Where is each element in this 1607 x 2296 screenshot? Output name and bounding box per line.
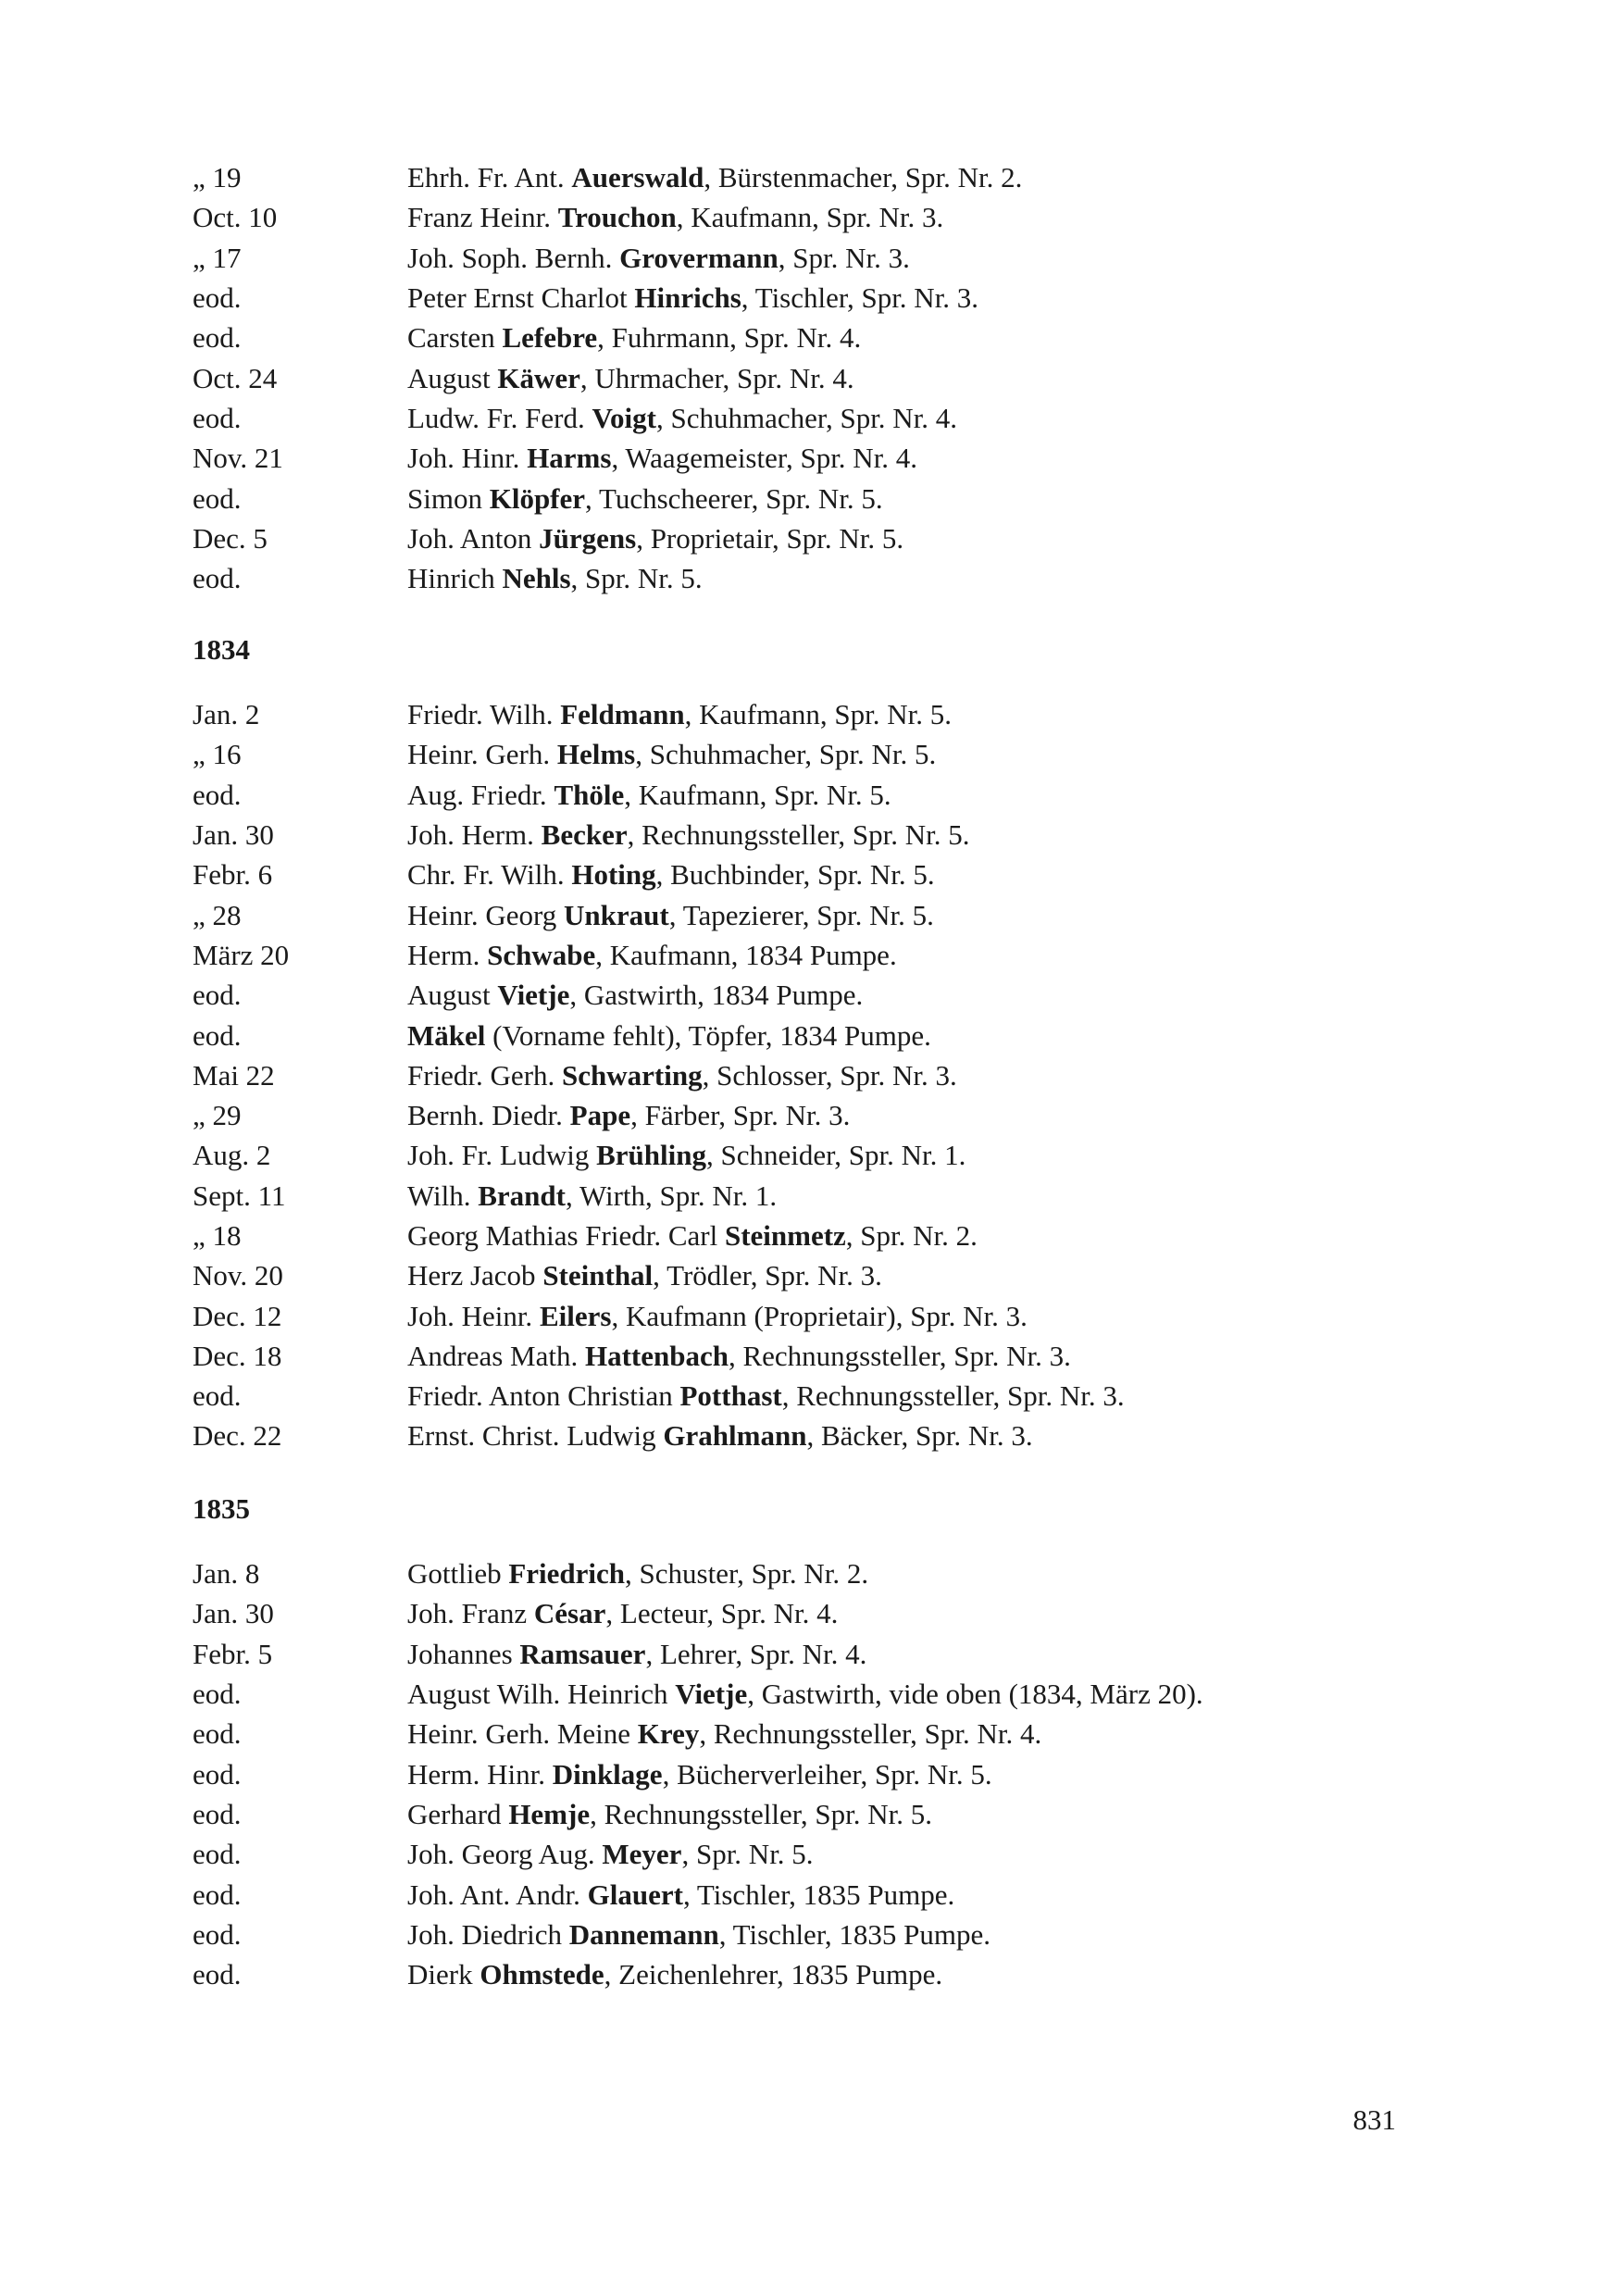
entry-row — [193, 1216, 1489, 1255]
given-names: Ernst. Christ. Ludwig — [407, 1419, 664, 1453]
given-names: Joh. Ant. Andr. — [407, 1878, 588, 1911]
surname: Nehls — [502, 562, 571, 595]
surname: Lefebre — [502, 321, 598, 355]
surname: Brandt — [478, 1179, 566, 1212]
entry-text — [407, 1216, 1489, 1255]
surname: Potthast — [679, 1379, 782, 1413]
surname: Hinrichs — [634, 281, 741, 315]
surname: Pape — [569, 1099, 631, 1132]
section-1834 — [193, 630, 1489, 1456]
entry-date: Jan. 2 — [193, 698, 260, 731]
entry-text — [407, 358, 1489, 398]
entry-text — [407, 1095, 1489, 1135]
entry-details: , Spr. Nr. 5. — [570, 562, 703, 595]
surname: Dannemann — [568, 1917, 719, 1951]
entry-row — [193, 438, 1489, 478]
entry-row — [193, 1834, 1489, 1874]
entry-row — [193, 518, 1489, 558]
entry-date: eod. — [193, 481, 242, 515]
entry-text — [407, 1255, 1489, 1295]
entry-date: „ 28 — [193, 898, 242, 931]
entry-details: , Rechnungssteller, Spr. Nr. 3. — [728, 1339, 1071, 1372]
entry-details: , Bäcker, Spr. Nr. 3. — [806, 1419, 1033, 1453]
entry-details: (Vorname fehlt), Töpfer, 1834 Pumpe. — [485, 1018, 931, 1052]
given-names: Heinr. Georg — [407, 898, 565, 931]
entry-text — [407, 1875, 1489, 1915]
entry-text — [407, 935, 1489, 975]
entry-text — [407, 1834, 1489, 1874]
given-names: Joh. Fr. Ludwig — [407, 1139, 597, 1172]
entry-details: , Uhrmacher, Spr. Nr. 4. — [579, 361, 854, 394]
entry-text — [407, 1416, 1489, 1455]
entry-date: Nov. 21 — [193, 442, 283, 475]
entry-row — [193, 975, 1489, 1015]
entry-row — [193, 1874, 1489, 1914]
surname: Krey — [637, 1717, 700, 1751]
surname: Steinmetz — [724, 1219, 846, 1252]
section-1835 — [193, 1489, 1489, 1994]
entry-row — [193, 478, 1489, 518]
given-names: Friedr. Anton Christian — [407, 1379, 680, 1413]
entry-date: eod. — [193, 1018, 242, 1052]
entry-text — [407, 1336, 1489, 1376]
given-names: Wilh. — [407, 1179, 479, 1212]
section-1833-continued — [193, 157, 1489, 598]
entry-details: , Schuster, Spr. Nr. 2. — [625, 1557, 869, 1591]
entry-date: „ 18 — [193, 1219, 242, 1252]
entry-date: Jan. 8 — [193, 1557, 260, 1591]
entry-details: , Waagemeister, Spr. Nr. 4. — [611, 442, 918, 475]
given-names: Joh. Franz — [407, 1597, 534, 1630]
entry-row — [193, 815, 1489, 855]
entry-details: , Buchbinder, Spr. Nr. 5. — [655, 858, 935, 892]
surname: Mäkel — [407, 1018, 486, 1052]
entry-text — [407, 558, 1489, 598]
entry-details: , Bücherverleiher, Spr. Nr. 5. — [662, 1757, 992, 1791]
surname: Schwabe — [487, 938, 596, 971]
entry-details: , Schneider, Spr. Nr. 1. — [706, 1139, 966, 1172]
entry-details: , Bürstenmacher, Spr. Nr. 2. — [704, 161, 1023, 194]
entry-details: , Schuhmacher, Spr. Nr. 5. — [635, 738, 937, 771]
entry-text — [407, 278, 1489, 318]
given-names: Herm. — [407, 938, 488, 971]
entry-row — [193, 734, 1489, 774]
entry-text — [407, 238, 1489, 278]
given-names: Joh. Herm. — [407, 818, 542, 852]
entry-row — [193, 1714, 1489, 1753]
entry-text — [407, 975, 1489, 1015]
entry-text — [407, 775, 1489, 815]
entry-date: „ 19 — [193, 161, 242, 194]
given-names: Joh. Georg Aug. — [407, 1838, 603, 1871]
entry-text — [407, 1135, 1489, 1175]
given-names: Joh. Hinr. — [407, 442, 528, 475]
entry-text — [407, 1055, 1489, 1095]
entry-row — [193, 1255, 1489, 1295]
surname: Friedrich — [508, 1557, 626, 1591]
entry-details: , Tuchscheerer, Spr. Nr. 5. — [585, 481, 883, 515]
given-names: Franz Heinr. — [407, 201, 558, 234]
given-names: Andreas Math. — [407, 1339, 585, 1372]
given-names: Friedr. Gerh. — [407, 1058, 563, 1092]
surname: Unkraut — [564, 898, 669, 931]
entry-row — [193, 1753, 1489, 1793]
surname: Meyer — [602, 1838, 682, 1871]
surname: Thöle — [554, 778, 625, 811]
entry-details: , Tapezierer, Spr. Nr. 5. — [668, 898, 934, 931]
given-names: Joh. Anton — [407, 521, 540, 555]
surname: Brühling — [596, 1139, 706, 1172]
entry-row — [193, 1634, 1489, 1674]
entry-row — [193, 1376, 1489, 1416]
entry-date: „ 17 — [193, 241, 242, 274]
given-names: Aug. Friedr. — [407, 778, 554, 811]
given-names: August — [407, 979, 498, 1012]
entry-row — [193, 1915, 1489, 1954]
entry-details: , Tischler, 1835 Pumpe. — [718, 1917, 991, 1951]
entry-date: eod. — [193, 321, 242, 355]
given-names: August Wilh. Heinrich — [407, 1678, 676, 1711]
entry-date: Aug. 2 — [193, 1139, 271, 1172]
entry-text — [407, 1915, 1489, 1954]
surname: Vietje — [675, 1678, 748, 1711]
entry-details: , Proprietair, Spr. Nr. 5. — [636, 521, 904, 555]
entry-details: , Fuhrmann, Spr. Nr. 4. — [597, 321, 862, 355]
entry-row — [193, 1794, 1489, 1834]
entry-date: Nov. 20 — [193, 1259, 283, 1292]
entry-date: eod. — [193, 1717, 242, 1751]
entry-details: , Spr. Nr. 5. — [681, 1838, 814, 1871]
entry-row — [193, 157, 1489, 197]
entry-row — [193, 197, 1489, 237]
entry-row — [193, 1015, 1489, 1054]
entry-text — [407, 895, 1489, 935]
entry-text — [407, 1634, 1489, 1674]
entry-details: , Kaufmann, Spr. Nr. 5. — [624, 778, 891, 811]
entry-text — [407, 815, 1489, 855]
given-names: Gerhard — [407, 1797, 509, 1830]
entry-details: , Kaufmann, Spr. Nr. 3. — [676, 201, 944, 234]
entry-date: eod. — [193, 401, 242, 434]
entry-row — [193, 318, 1489, 357]
entry-date: Febr. 5 — [193, 1637, 273, 1670]
entry-details: , Lecteur, Spr. Nr. 4. — [605, 1597, 839, 1630]
entry-text — [407, 197, 1489, 237]
entry-row — [193, 1176, 1489, 1216]
entry-date: Dec. 18 — [193, 1339, 282, 1372]
entry-text — [407, 1754, 1489, 1794]
entry-details: , Gastwirth, vide oben (1834, März 20). — [747, 1678, 1203, 1711]
entry-row — [193, 1593, 1489, 1633]
entry-date: Dec. 5 — [193, 521, 268, 555]
entry-row — [193, 1135, 1489, 1175]
surname: Hemje — [508, 1797, 591, 1830]
entry-text — [407, 318, 1489, 357]
entry-text — [407, 1954, 1489, 1994]
given-names: Joh. Diedrich — [407, 1917, 569, 1951]
entry-row — [193, 894, 1489, 934]
surname: Grovermann — [619, 241, 779, 274]
surname: Feldmann — [560, 698, 685, 731]
surname: Trouchon — [557, 201, 677, 234]
entry-date: Febr. 6 — [193, 858, 273, 892]
entry-text — [407, 734, 1489, 774]
given-names: Dierk — [407, 1958, 480, 1991]
surname: Schwarting — [562, 1058, 703, 1092]
entry-details: , Färber, Spr. Nr. 3. — [630, 1099, 851, 1132]
entry-text — [407, 1593, 1489, 1633]
surname: Helms — [556, 738, 636, 771]
entry-text — [407, 1794, 1489, 1834]
entry-row — [193, 1416, 1489, 1455]
entry-text — [407, 694, 1489, 734]
surname: Hattenbach — [584, 1339, 729, 1372]
entry-text — [407, 1296, 1489, 1336]
entry-date: Dec. 12 — [193, 1299, 282, 1332]
surname: Auerswald — [571, 161, 704, 194]
given-names: Joh. Heinr. — [407, 1299, 540, 1332]
surname: Glauert — [587, 1878, 683, 1911]
entry-details: , Zeichenlehrer, 1835 Pumpe. — [604, 1958, 943, 1991]
entry-details: , Spr. Nr. 3. — [778, 241, 910, 274]
entry-date: eod. — [193, 1379, 242, 1413]
entry-row — [193, 278, 1489, 318]
surname: Steinthal — [542, 1259, 654, 1292]
year-heading: 1835 — [193, 1492, 250, 1525]
page-number: 831 — [1352, 2103, 1396, 2136]
entry-row — [193, 775, 1489, 815]
entry-row — [193, 855, 1489, 894]
entry-details: , Lehrer, Spr. Nr. 4. — [645, 1637, 867, 1670]
entry-date: eod. — [193, 1797, 242, 1830]
entry-row — [193, 694, 1489, 734]
surname: Jürgens — [539, 521, 637, 555]
entry-row — [193, 1336, 1489, 1376]
surname: Grahlmann — [663, 1419, 807, 1453]
given-names: Ehrh. Fr. Ant. — [407, 161, 572, 194]
given-names: Friedr. Wilh. — [407, 698, 561, 731]
given-names: Simon — [407, 481, 490, 515]
entry-date: „ 16 — [193, 738, 242, 771]
entry-text — [407, 1376, 1489, 1416]
entry-date: Oct. 10 — [193, 201, 278, 234]
given-names: Hinrich — [407, 562, 503, 595]
entry-row — [193, 1055, 1489, 1095]
entry-date: März 20 — [193, 938, 290, 971]
given-names: Carsten — [407, 321, 503, 355]
entry-date: eod. — [193, 1757, 242, 1791]
surname: Voigt — [592, 401, 656, 434]
entry-row — [193, 935, 1489, 975]
entry-details: , Schlosser, Spr. Nr. 3. — [702, 1058, 957, 1092]
given-names: Heinr. Gerh. Meine — [407, 1717, 638, 1751]
entry-date: eod. — [193, 778, 242, 811]
entry-row — [193, 558, 1489, 598]
entry-date: Mai 22 — [193, 1058, 275, 1092]
entry-date: Oct. 24 — [193, 361, 278, 394]
entry-row — [193, 1295, 1489, 1335]
entry-row — [193, 1954, 1489, 1994]
entry-details: , Rechnungssteller, Spr. Nr. 3. — [781, 1379, 1125, 1413]
entry-details: , Kaufmann, 1834 Pumpe. — [595, 938, 897, 971]
given-names: Ludw. Fr. Ferd. — [407, 401, 592, 434]
year-heading: 1834 — [193, 633, 250, 666]
given-names: Heinr. Gerh. — [407, 738, 557, 771]
given-names: Joh. Soph. Bernh. — [407, 241, 620, 274]
entry-details: , Trödler, Spr. Nr. 3. — [653, 1259, 882, 1292]
surname: Harms — [527, 442, 612, 475]
entry-text — [407, 855, 1489, 894]
entry-text — [407, 518, 1489, 558]
entry-text — [407, 479, 1489, 518]
entry-details: , Wirth, Spr. Nr. 1. — [566, 1179, 778, 1212]
entry-details: , Kaufmann (Proprietair), Spr. Nr. 3. — [611, 1299, 1028, 1332]
given-names: Johannes — [407, 1637, 520, 1670]
given-names: Peter Ernst Charlot — [407, 281, 635, 315]
entry-date: Dec. 22 — [193, 1419, 282, 1453]
entry-date: Sept. 11 — [193, 1179, 286, 1212]
entry-details: , Rechnungssteller, Spr. Nr. 4. — [699, 1717, 1042, 1751]
given-names: August — [407, 361, 498, 394]
entry-text — [407, 157, 1489, 197]
entry-date: eod. — [193, 979, 242, 1012]
entry-text — [407, 1674, 1489, 1714]
entry-date: eod. — [193, 1878, 242, 1911]
entry-row — [193, 238, 1489, 278]
entry-text — [407, 1176, 1489, 1216]
given-names: Georg Mathias Friedr. Carl — [407, 1219, 725, 1252]
given-names: Herm. Hinr. — [407, 1757, 553, 1791]
entry-details: , Tischler, 1835 Pumpe. — [682, 1878, 955, 1911]
entry-date: Jan. 30 — [193, 818, 274, 852]
surname: Ohmstede — [480, 1958, 604, 1991]
entry-text — [407, 398, 1489, 438]
entry-details: , Rechnungssteller, Spr. Nr. 5. — [590, 1797, 932, 1830]
entry-row — [193, 1674, 1489, 1714]
surname: Hoting — [571, 858, 656, 892]
surname: Becker — [541, 818, 628, 852]
entry-date: eod. — [193, 281, 242, 315]
surname: Ramsauer — [519, 1637, 646, 1670]
surname: Dinklage — [552, 1757, 663, 1791]
entry-text — [407, 1554, 1489, 1593]
surname: Vietje — [497, 979, 570, 1012]
entry-text — [407, 1714, 1489, 1753]
entry-details: , Gastwirth, 1834 Pumpe. — [569, 979, 864, 1012]
surname: Eilers — [539, 1299, 612, 1332]
entry-date: eod. — [193, 562, 242, 595]
given-names: Herz Jacob — [407, 1259, 543, 1292]
entry-row — [193, 398, 1489, 438]
entry-details: , Kaufmann, Spr. Nr. 5. — [684, 698, 953, 731]
surname: Käwer — [497, 361, 580, 394]
entry-text — [407, 1016, 1489, 1055]
entry-date: „ 29 — [193, 1099, 242, 1132]
entry-details: , Rechnungssteller, Spr. Nr. 5. — [627, 818, 970, 852]
given-names: Bernh. Diedr. — [407, 1099, 570, 1132]
entry-date: eod. — [193, 1838, 242, 1871]
entry-date: eod. — [193, 1917, 242, 1951]
entry-date: eod. — [193, 1678, 242, 1711]
entry-details: , Spr. Nr. 2. — [845, 1219, 978, 1252]
entry-date: eod. — [193, 1958, 242, 1991]
surname: Klöpfer — [489, 481, 586, 515]
entry-details: , Tischler, Spr. Nr. 3. — [741, 281, 979, 315]
entry-date: Jan. 30 — [193, 1597, 274, 1630]
entry-text — [407, 438, 1489, 478]
entry-row — [193, 1554, 1489, 1593]
given-names: Chr. Fr. Wilh. — [407, 858, 572, 892]
entry-row — [193, 1095, 1489, 1135]
given-names: Gottlieb — [407, 1557, 509, 1591]
surname: César — [533, 1597, 606, 1630]
entry-details: , Schuhmacher, Spr. Nr. 4. — [655, 401, 958, 434]
entry-row — [193, 357, 1489, 397]
